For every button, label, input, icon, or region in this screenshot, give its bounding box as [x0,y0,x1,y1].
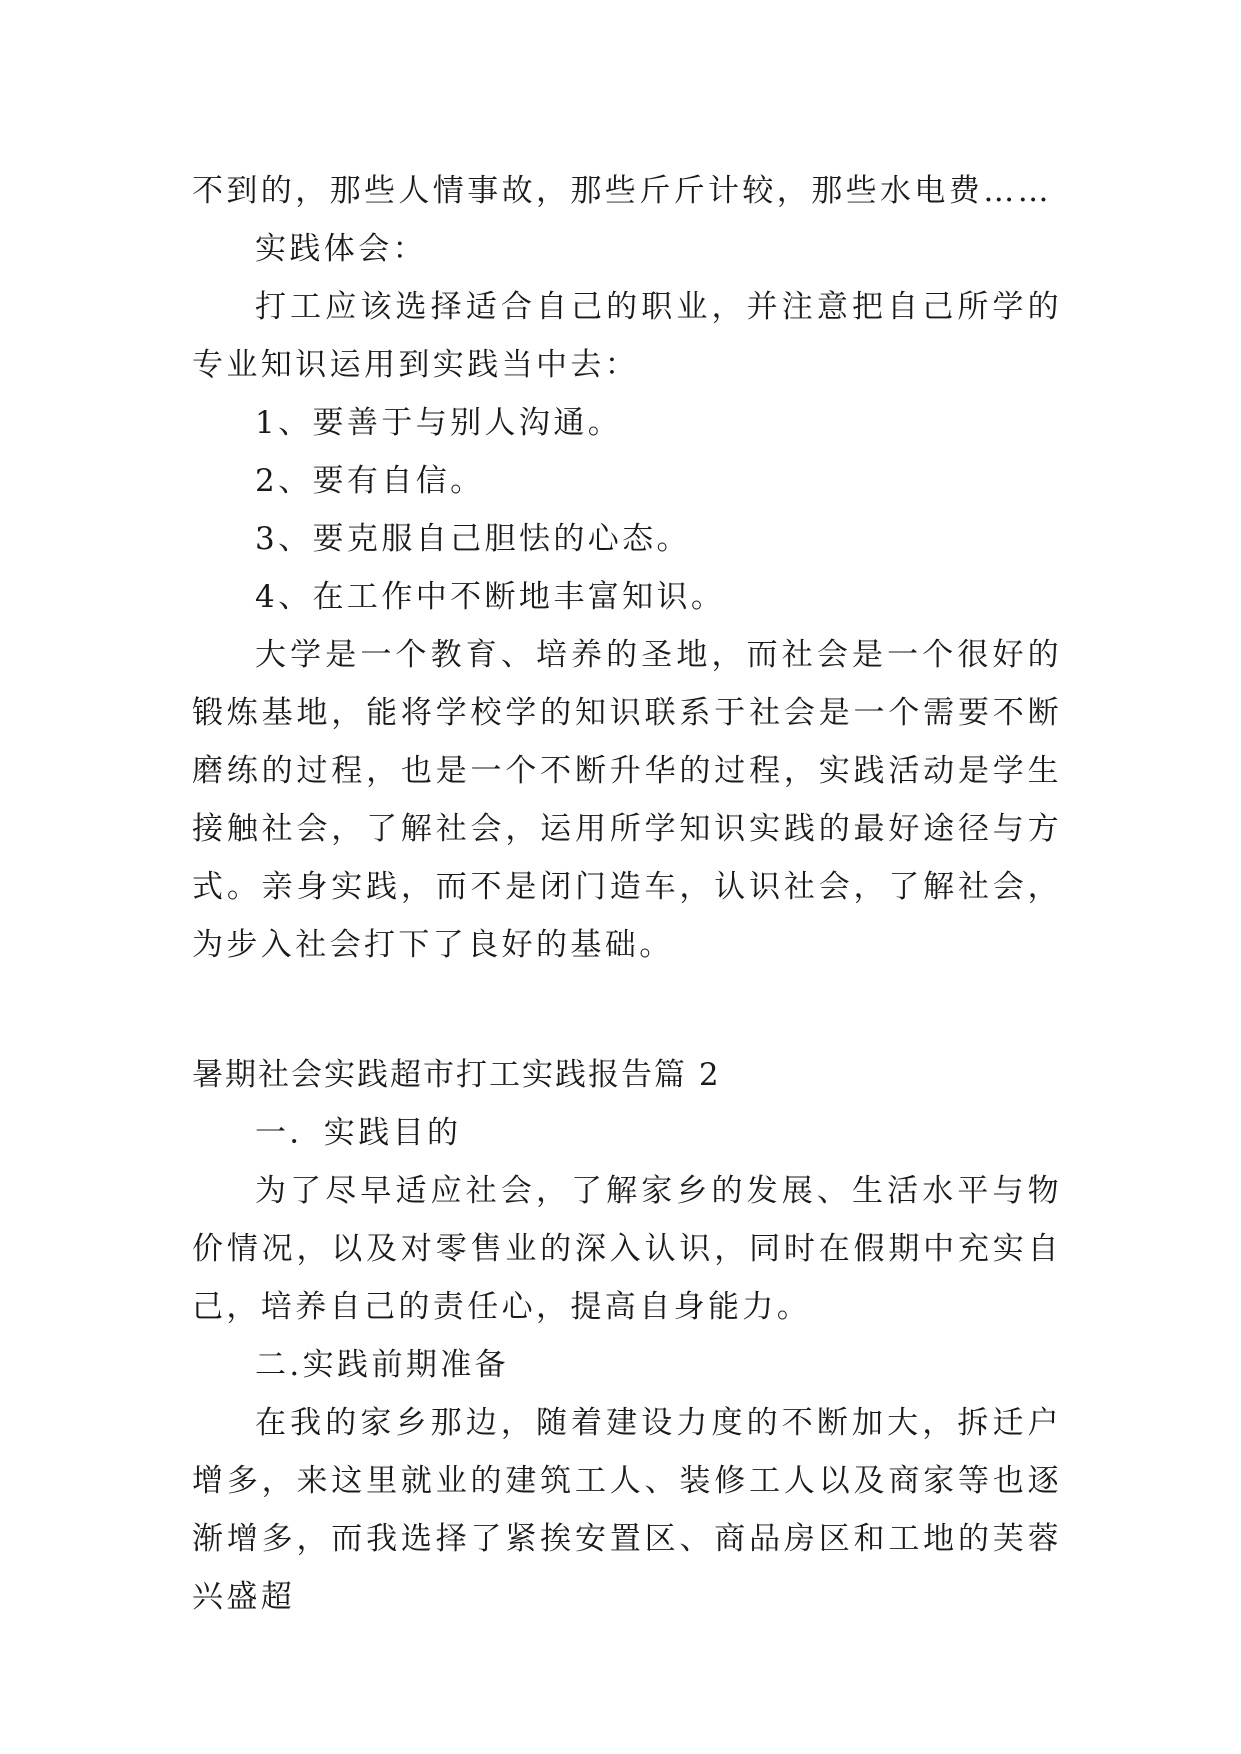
paragraph-conclusion: 大学是一个教育、培养的圣地，而社会是一个很好的锻炼基地，能将学校学的知识联系于社会是一个需要不断磨练的过程，也是一个不断升华的过程，实践活动是学生接触社会，了解社会，运用所学知识实践的最好途径与方式。亲身实践，而不是闭门造车，认识社会，了解社会，为步入社会打下了良好的基础。 [192,637,1062,963]
paragraph-job-advice: 打工应该选择适合自己的职业，并注意把自己所学的专业知识运用到实践当中去： [192,289,1062,383]
list-item: 4、在工作中不断地丰富知识。 [255,579,726,615]
paragraph-continuation: 不到的，那些人情事故，那些斤斤计较，那些水电费…… [192,173,1052,209]
paragraph-preparation: 在我的家乡那边，随着建设力度的不断加大，拆迁户增多，来这里就业的建筑工人、装修工人以及商家等也逐渐增多，而我选择了紧挨安置区、商品房区和工地的芙蓉兴盛超 [192,1405,1062,1615]
list-item: 3、要克服自己胆怯的心态。 [255,521,691,557]
subheading-purpose: 一．实践目的 [255,1115,462,1151]
section-title: 暑期社会实践超市打工实践报告篇 2 [192,1057,721,1093]
document-body [192,162,1062,1626]
subheading-preparation: 二.实践前期准备 [255,1347,510,1383]
list-item: 2、要有自信。 [255,463,485,499]
paragraph-practice-experience-heading: 实践体会： [255,231,427,267]
paragraph-purpose: 为了尽早适应社会，了解家乡的发展、生活水平与物价情况，以及对零售业的深入认识，同时在假期中充实自己，培养自己的责任心，提高自身能力。 [192,1173,1062,1325]
list-item: 1、要善于与别人沟通。 [255,405,623,441]
